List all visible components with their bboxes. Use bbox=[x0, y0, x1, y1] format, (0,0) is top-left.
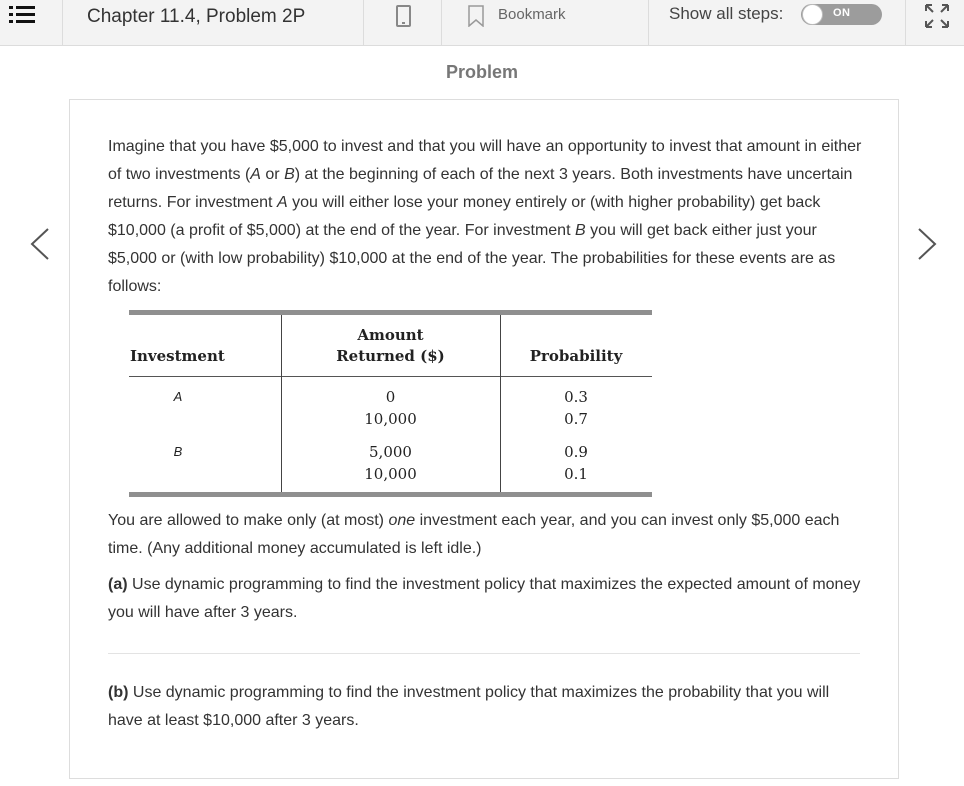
table-cell-probability bbox=[500, 441, 652, 485]
expand-icon bbox=[924, 3, 950, 29]
probability-value: 0.7 bbox=[564, 410, 588, 428]
part-b-label: (b) bbox=[108, 684, 129, 701]
mobile-device-icon bbox=[396, 5, 411, 27]
table-cell-investment: B bbox=[173, 444, 183, 459]
show-all-steps-toggle[interactable] bbox=[801, 4, 882, 25]
problem-heading: Problem bbox=[445, 62, 519, 82]
probability-value: 0.3 bbox=[564, 388, 588, 406]
fullscreen-button[interactable] bbox=[906, 0, 964, 46]
amount-value: 5,000 bbox=[369, 443, 412, 461]
problem-intro: Imagine that you have $5,000 to invest and that you will have an opportunity to invest that amount in either of two investments (A or B) at the beginning of each of the next 3 years. Both investments have uncertain returns. For investment A you will either lose your money entirely or (with higher probability) get back $10,000 (a profit of $5,000) at the end of the year. For investment B you will get back either just your $5,000 or (with low probability) $10,000 at the end of the year. The probabilities for these events are as follows: bbox=[108, 138, 862, 295]
header-probability: Probability bbox=[529, 347, 623, 365]
table-cell-amount bbox=[281, 386, 500, 430]
part-a-text: Use dynamic programming to find the investment policy that maximizes the expected amount of money you will have after 3 years. bbox=[108, 576, 861, 621]
list-menu-icon bbox=[9, 5, 35, 25]
problem-card bbox=[69, 99, 899, 779]
next-arrow-icon[interactable] bbox=[916, 227, 938, 261]
bookmark-label: Bookmark bbox=[498, 6, 566, 23]
show-all-steps-control bbox=[649, 0, 906, 46]
constraint-paragraph: You are allowed to make only (at most) one investment each year, and you can invest only $5,000 each time. (Any additional money accumulated is left idle.) bbox=[108, 512, 840, 557]
menu-button[interactable] bbox=[0, 0, 63, 46]
bookmark-icon bbox=[468, 5, 484, 27]
part-b-paragraph bbox=[108, 679, 868, 735]
table-cell-investment: A bbox=[173, 389, 183, 404]
amount-value: 10,000 bbox=[364, 465, 417, 483]
bookmark-button[interactable] bbox=[442, 0, 649, 46]
table-top-rule bbox=[129, 310, 652, 315]
table-cell-probability bbox=[500, 386, 652, 430]
amount-value: 10,000 bbox=[364, 410, 417, 428]
header-amount-line2: Returned ($) bbox=[336, 347, 445, 365]
table-bottom-rule bbox=[129, 492, 652, 497]
table-cell-amount bbox=[281, 441, 500, 485]
probability-value: 0.9 bbox=[564, 443, 588, 461]
probability-table bbox=[129, 310, 652, 499]
toggle-knob bbox=[802, 4, 823, 25]
header-amount-returned bbox=[281, 325, 500, 367]
toggle-state-text: ON bbox=[833, 7, 851, 19]
show-all-steps-label: Show all steps: bbox=[669, 4, 784, 23]
section-divider bbox=[108, 653, 860, 654]
part-a-paragraph bbox=[108, 571, 868, 627]
probability-value: 0.1 bbox=[564, 465, 588, 483]
previous-arrow-icon[interactable] bbox=[29, 227, 51, 261]
table-header-rule bbox=[129, 376, 652, 377]
part-b-text: Use dynamic programming to find the investment policy that maximizes the probability that you will have at least $10,000 after 3 years. bbox=[108, 684, 830, 729]
chapter-title: Chapter 11.4, Problem 2P bbox=[87, 6, 306, 27]
chapter-title-area bbox=[63, 0, 363, 46]
device-view-button[interactable] bbox=[363, 0, 442, 46]
amount-value: 0 bbox=[385, 388, 396, 406]
top-toolbar bbox=[0, 0, 964, 46]
header-investment: Investment bbox=[130, 347, 225, 365]
header-amount-line1: Amount bbox=[357, 326, 424, 344]
part-a-label: (a) bbox=[108, 576, 128, 593]
